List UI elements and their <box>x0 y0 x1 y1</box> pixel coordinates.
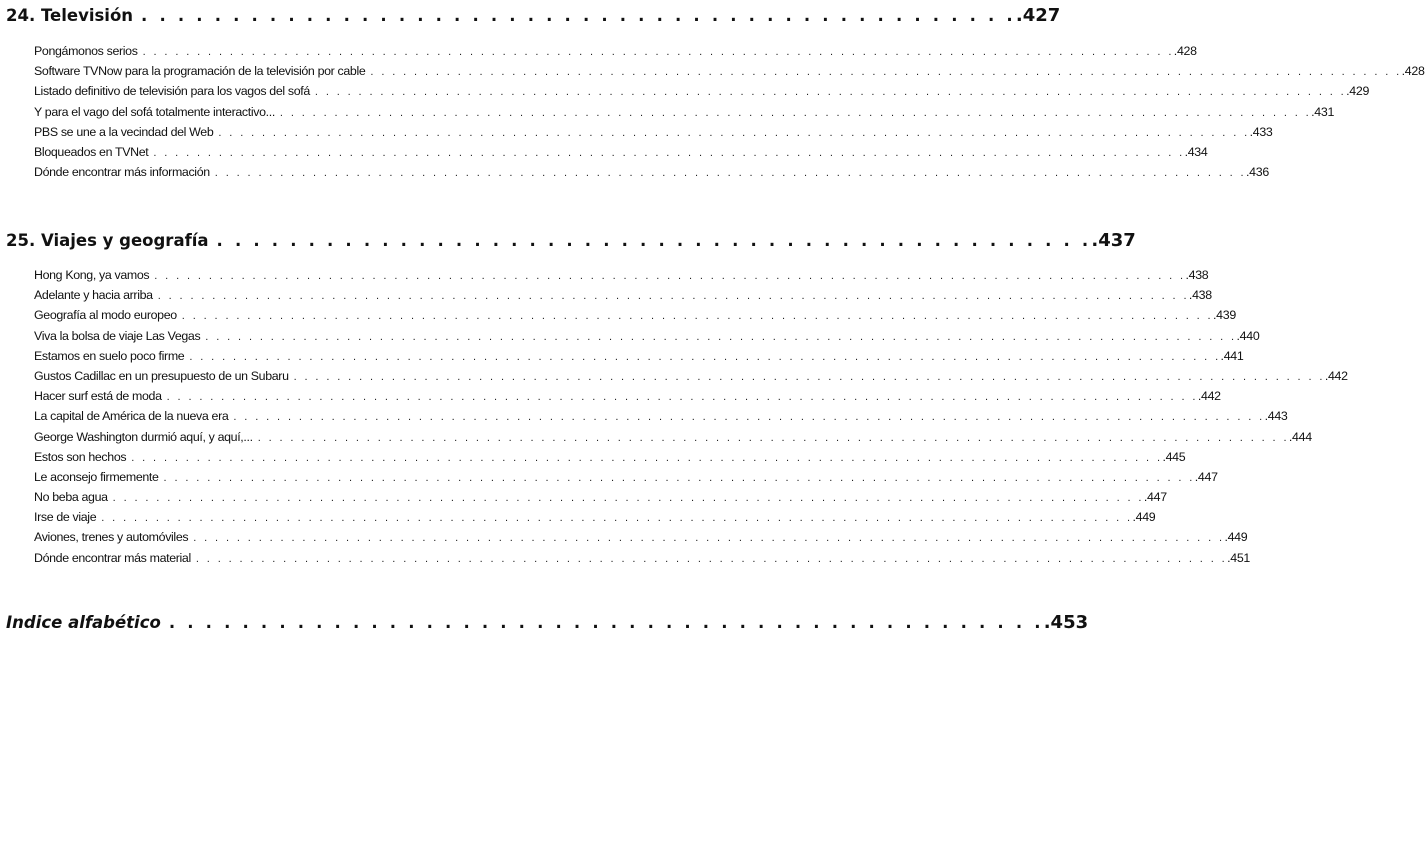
entry-title: Gustos Cadillac en un presupuesto de un Subaru <box>34 368 289 383</box>
dot-leader: . . . . . . . . . . . . . . . . . . . . . . . . . . . . . . . . . . . . . . . . . . . . . . . . . . . . . . . . . . . . . . . . . . . . . . . . . . . . . . . . . . . . . . . . . . . . . . . <box>154 270 1186 282</box>
entry-page-number: .444 <box>1288 429 1312 444</box>
toc-entry[interactable] <box>34 162 1269 182</box>
entry-title: Le aconsejo firmemente <box>34 469 159 484</box>
dot-leader: . . . . . . . . . . . . . . . . . . . . . . . . . . . . . . . . . . . . . . . . . . . . . . . . . . . . . . . . . . . . . . . . . . . . . . . . . . . . . . . . . . . . . . . . . . . . . . . <box>181 310 1214 323</box>
entry-title: Aviones, trenes y automóviles <box>34 530 189 545</box>
entry-page-number: .451 <box>1227 550 1251 565</box>
entry-page-number: .429 <box>1346 84 1370 99</box>
entry-title: Y para el vago del sofá totalmente interactivo... <box>34 104 275 119</box>
dot-leader: . . . . . . . . . . . . . . . . . . . . . . . . . . . . . . . . . . . . . . . . . . . . . . . . <box>216 231 1092 250</box>
chapter-page-number: .427 <box>1015 5 1061 26</box>
dot-leader: . . . . . . . . . . . . . . . . . . . . . . . . . . . . . . . . . . . . . . . . . . . . . . . . <box>168 613 1044 632</box>
toc-entry[interactable] <box>34 102 1335 122</box>
entry-page-number: .436 <box>1246 165 1269 180</box>
entry-title: Geografía al modo europeo <box>34 308 177 323</box>
dot-leader: . . . . . . . . . . . . . . . . . . . . . . . . . . . . . . . . . . . . . . . . . . . . . . . . . . . . . . . . . . . . . . . . . . . . . . . . . . . . . . . . . . . . . . . . . . . . . . . <box>166 391 1198 404</box>
toc-entry[interactable] <box>34 467 1218 487</box>
entry-title: George Washington durmió aquí, y aquí,... <box>34 429 253 444</box>
dot-leader: . . . . . . . . . . . . . . . . . . . . . . . . . . . . . . . . . . . . . . . . . . . . . . . . . . . . . . . . . . . . . . . . . . . . . . . . . . . . . . . . . . . . . . . . . . . . . . . <box>131 451 1163 464</box>
toc-entry[interactable] <box>34 548 1251 568</box>
toc-entry[interactable] <box>34 507 1156 527</box>
entry-title: Adelante y hacia arriba <box>34 288 153 303</box>
toc-entry[interactable] <box>34 427 1312 447</box>
entry-title: Pongámonos serios <box>34 44 138 58</box>
entry-page-number: .428 <box>1173 44 1197 58</box>
entry-page-number: .441 <box>1220 348 1244 363</box>
toc-entry[interactable] <box>34 487 1167 507</box>
entry-page-number: .438 <box>1188 288 1212 303</box>
entry-title: Dónde encontrar más información <box>34 165 210 180</box>
entry-page-number: .442 <box>1197 389 1221 404</box>
entry-page-number: .433 <box>1249 124 1273 139</box>
toc-entry[interactable] <box>34 265 1209 285</box>
entry-title: PBS se une a la vecindad del Web <box>34 124 214 139</box>
chapter-25-entries <box>34 265 1348 568</box>
entry-title: Dónde encontrar más material <box>34 550 191 565</box>
entry-page-number: .428 <box>1401 64 1425 79</box>
chapter-page-number: .437 <box>1091 230 1136 251</box>
index-heading[interactable] <box>6 612 1089 633</box>
entry-page-number: .439 <box>1213 308 1236 323</box>
entry-page-number: .438 <box>1185 268 1209 282</box>
entry-title: Estamos en suelo poco firme <box>34 348 185 363</box>
index-page-number: .453 <box>1043 612 1089 633</box>
toc-entry[interactable] <box>34 305 1236 325</box>
toc-entry[interactable] <box>34 346 1244 366</box>
entry-page-number: .447 <box>1194 469 1218 484</box>
entry-page-number: .442 <box>1324 368 1348 383</box>
chapter-title: 25. Viajes y geografía <box>6 231 209 250</box>
toc-entry[interactable] <box>34 61 1425 81</box>
dot-leader: . . . . . . . . . . . . . . . . . . . . . . . . . . . . . . . . . . . . . . . . . . . . . . . . . . . . . . . . . . . . . . . . . . . . . . . . . . . . . . . . . . . . . . . . . . . . . . . <box>314 86 1347 99</box>
dot-leader: . . . . . . . . . . . . . . . . . . . . . . . . . . . . . . . . . . . . . . . . . . . . . . . . . . . . . . . . . . . . . . . . . . . . . . . . . . . . . . . . . . . . . . . . . . . . . . . <box>101 512 1133 525</box>
entry-page-number: .440 <box>1236 328 1260 343</box>
chapter-24-entries <box>34 41 1425 182</box>
entry-title: Bloqueados en TVNet <box>34 144 149 159</box>
entry-title: Listado definitivo de televisión para los vagos del sofá <box>34 84 310 99</box>
entry-page-number: .431 <box>1311 104 1335 119</box>
index-title: Indice alfabético <box>6 613 161 632</box>
dot-leader: . . . . . . . . . . . . . . . . . . . . . . . . . . . . . . . . . . . . . . . . . . . . . . . . . . . . . . . . . . . . . . . . . . . . . . . . . . . . . . . . . . . . . . . . . . . . . . . <box>370 66 1402 79</box>
toc-entry[interactable] <box>34 81 1370 101</box>
dot-leader: . . . . . . . . . . . . . . . . . . . . . . . . . . . . . . . . . . . . . . . . . . . . . . . . . . . . . . . . . . . . . . . . . . . . . . . . . . . . . . . . . . . . . . . . . . . . . . . <box>214 167 1247 180</box>
dot-leader: . . . . . . . . . . . . . . . . . . . . . . . . . . . . . . . . . . . . . . . . . . . . . . . . . . . . . . . . . . . . . . . . . . . . . . . . . . . . . . . . . . . . . . . . . . . . . . . <box>193 532 1225 545</box>
toc-entry[interactable] <box>34 406 1288 426</box>
dot-leader: . . . . . . . . . . . . . . . . . . . . . . . . . . . . . . . . . . . . . . . . . . . . . . . . . . . . . . . . . . . . . . . . . . . . . . . . . . . . . . . . . . . . . . . . . . . . . . . <box>293 370 1325 383</box>
dot-leader: . . . . . . . . . . . . . . . . . . . . . . . . . . . . . . . . . . . . . . . . . . . . . . . . . . . . . . . . . . . . . . . . . . . . . . . . . . . . . . . . . . . . . . . . . . . . . . . <box>142 46 1174 58</box>
dot-leader: . . . . . . . . . . . . . . . . . . . . . . . . . . . . . . . . . . . . . . . . . . . . . . . . <box>141 6 1016 25</box>
toc-entry[interactable] <box>34 142 1208 162</box>
toc-entry[interactable] <box>34 326 1260 346</box>
dot-leader: . . . . . . . . . . . . . . . . . . . . . . . . . . . . . . . . . . . . . . . . . . . . . . . . . . . . . . . . . . . . . . . . . . . . . . . . . . . . . . . . . . . . . . . . . . . . . . . <box>205 330 1237 343</box>
entry-title: No beba agua <box>34 490 108 505</box>
toc-entry[interactable] <box>34 41 1197 61</box>
toc-entry[interactable] <box>34 122 1273 142</box>
entry-title: Irse de viaje <box>34 510 97 525</box>
entry-title: Viva la bolsa de viaje Las Vegas <box>34 328 201 343</box>
entry-title: Hong Kong, ya vamos <box>34 268 150 282</box>
entry-page-number: .434 <box>1184 144 1208 159</box>
dot-leader: . . . . . . . . . . . . . . . . . . . . . . . . . . . . . . . . . . . . . . . . . . . . . . . . . . . . . . . . . . . . . . . . . . . . . . . . . . . . . . . . . . . . . . . . . . . . . . . <box>153 146 1185 159</box>
entry-page-number: .449 <box>1132 510 1156 525</box>
chapter-heading-24[interactable] <box>6 5 1061 26</box>
entry-page-number: .445 <box>1162 449 1186 464</box>
dot-leader: . . . . . . . . . . . . . . . . . . . . . . . . . . . . . . . . . . . . . . . . . . . . . . . . . . . . . . . . . . . . . . . . . . . . . . . . . . . . . . . . . . . . . . . . . . . . . . . <box>157 290 1189 303</box>
toc-entry[interactable] <box>34 447 1186 467</box>
entry-title: La capital de América de la nueva era <box>34 409 229 424</box>
entry-title: Software TVNow para la programación de la televisión por cable <box>34 64 366 79</box>
dot-leader: . . . . . . . . . . . . . . . . . . . . . . . . . . . . . . . . . . . . . . . . . . . . . . . . . . . . . . . . . . . . . . . . . . . . . . . . . . . . . . . . . . . . . . . . . . . . . . . <box>233 411 1265 424</box>
dot-leader: . . . . . . . . . . . . . . . . . . . . . . . . . . . . . . . . . . . . . . . . . . . . . . . . . . . . . . . . . . . . . . . . . . . . . . . . . . . . . . . . . . . . . . . . . . . . . . . <box>189 350 1221 363</box>
dot-leader: . . . . . . . . . . . . . . . . . . . . . . . . . . . . . . . . . . . . . . . . . . . . . . . . . . . . . . . . . . . . . . . . . . . . . . . . . . . . . . . . . . . . . . . . . . . . . . . <box>257 431 1289 444</box>
dot-leader: . . . . . . . . . . . . . . . . . . . . . . . . . . . . . . . . . . . . . . . . . . . . . . . . . . . . . . . . . . . . . . . . . . . . . . . . . . . . . . . . . . . . . . . . . . . . . . . <box>163 471 1195 484</box>
chapter-title: 24. Televisión <box>6 6 134 25</box>
entry-page-number: .443 <box>1264 409 1288 424</box>
entry-page-number: .449 <box>1224 530 1248 545</box>
dot-leader: . . . . . . . . . . . . . . . . . . . . . . . . . . . . . . . . . . . . . . . . . . . . . . . . . . . . . . . . . . . . . . . . . . . . . . . . . . . . . . . . . . . . . . . . . . . . . . . <box>279 106 1312 119</box>
toc-entry[interactable] <box>34 366 1348 386</box>
toc-entry[interactable] <box>34 386 1221 406</box>
entry-title: Estos son hechos <box>34 449 127 464</box>
dot-leader: . . . . . . . . . . . . . . . . . . . . . . . . . . . . . . . . . . . . . . . . . . . . . . . . . . . . . . . . . . . . . . . . . . . . . . . . . . . . . . . . . . . . . . . . . . . . . . . <box>112 492 1144 505</box>
chapter-heading-25[interactable] <box>6 230 1136 251</box>
dot-leader: . . . . . . . . . . . . . . . . . . . . . . . . . . . . . . . . . . . . . . . . . . . . . . . . . . . . . . . . . . . . . . . . . . . . . . . . . . . . . . . . . . . . . . . . . . . . . . . <box>218 126 1250 139</box>
entry-title: Hacer surf está de moda <box>34 389 162 404</box>
dot-leader: . . . . . . . . . . . . . . . . . . . . . . . . . . . . . . . . . . . . . . . . . . . . . . . . . . . . . . . . . . . . . . . . . . . . . . . . . . . . . . . . . . . . . . . . . . . . . . . <box>195 552 1228 565</box>
entry-page-number: .447 <box>1143 490 1167 505</box>
toc-entry[interactable] <box>34 527 1248 547</box>
toc-entry[interactable] <box>34 285 1212 305</box>
